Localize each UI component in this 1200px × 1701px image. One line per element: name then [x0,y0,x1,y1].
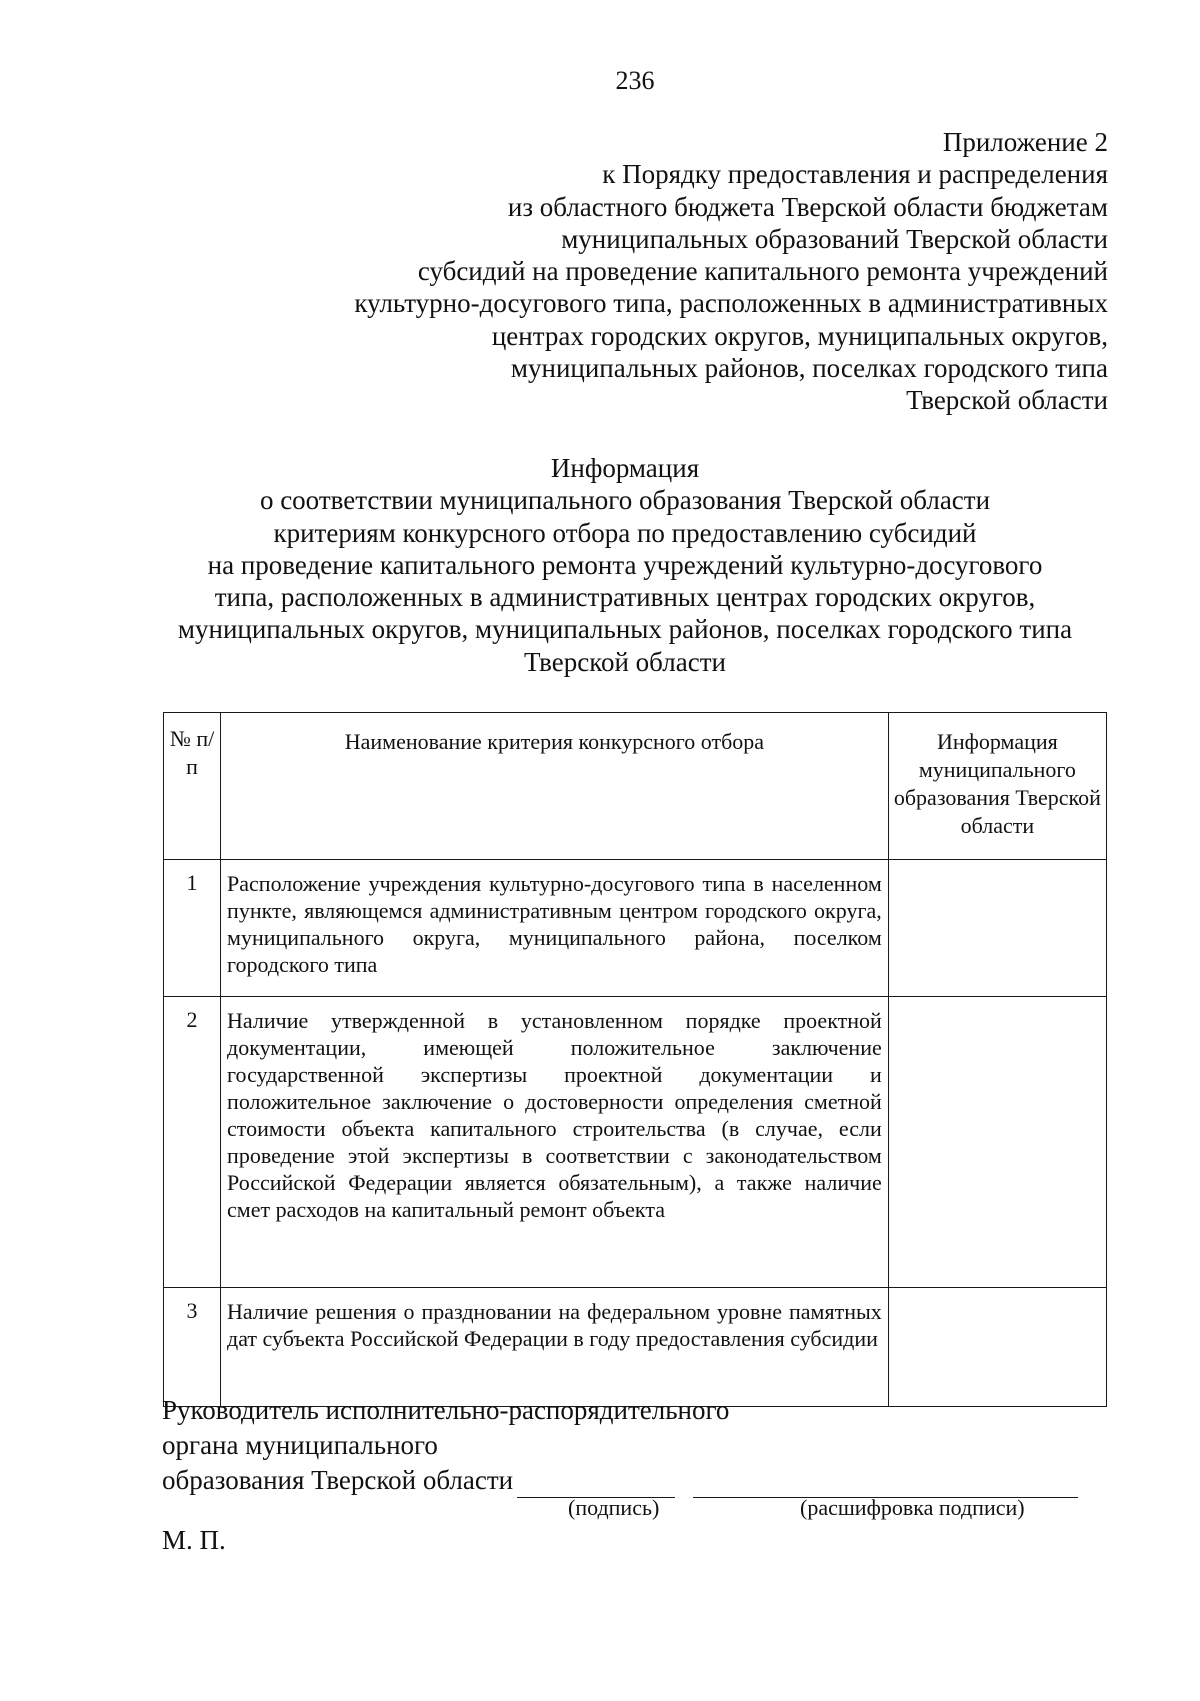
title-line: муниципальных округов, муниципальных районов, поселках городского типа [177,614,1073,645]
title-line: типа, расположенных в административных центрах городских округов, [214,582,1036,613]
appendix-line: культурно-досугового типа, расположенных в административных [354,288,1108,319]
appendix-line: центрах городских округов, муниципальных округов, [491,320,1108,351]
signature-decode-caption: (расшифровка подписи) [800,1495,1025,1520]
appendix-line: Тверской области [906,385,1108,416]
table-row [164,860,1107,997]
title-line: критериям конкурсного отбора по предоставлению субсидий [273,517,977,548]
title-line: Информация [550,453,700,483]
criteria-table [163,712,1107,1407]
row-number: 1 [164,860,221,997]
row-number: 2 [164,997,221,1288]
header-criterion: Наименование критерия конкурсного отбора [221,713,889,860]
row-info-cell [888,997,1106,1288]
row-criterion: Наличие утвержденной в установленном порядке проектной документации, имеющей положительное заключение государственной экспертизы проектной документации и положительное заключение о достоверности определения сметной стоимости объекта капитального строительства (в случае, если проведение этой экспертизы в соответствии с законодательством Российской Федерации является обязательным), а также наличие смет расходов на капитальный ремонт объекта [221,997,889,1288]
stamp-place-label: М. П. [162,1525,226,1555]
row-criterion: Наличие решения о праздновании на федеральном уровне памятных дат субъекта Российской Федерации в году предоставления субсидии [221,1288,889,1407]
table-row [164,1288,1107,1407]
appendix-line: из областного бюджета Тверской области бюджетам [507,191,1108,222]
page-number: 236 [615,66,655,95]
appendix-header [208,126,1108,417]
row-info-cell [888,1288,1106,1407]
header-number: № п/п [164,713,221,860]
signature-org-label: образования Тверской области [162,1465,514,1495]
signature-line-2: органа муниципального [162,1430,438,1460]
appendix-line: к Порядку предоставления и распределения [602,159,1108,190]
row-number: 3 [164,1288,221,1407]
signature-line-3 [162,1463,1122,1498]
row-criterion: Расположение учреждения культурно-досугового типа в населенном пункте, являющемся административным центром городского округа, муниципального округа, муниципального района, поселком городского типа [221,860,889,997]
signature-block [162,1393,1122,1498]
signature-decode-blank [693,1469,1078,1498]
signature-caption: (подпись) [568,1495,660,1520]
document-title [150,452,1100,678]
title-line: о соответствии муниципального образования Тверской области [259,485,991,516]
appendix-line: Приложение 2 [942,127,1108,157]
title-line: на проведение капитального ремонта учреждений культурно-досугового [207,549,1043,580]
title-line: Тверской области [524,646,726,677]
appendix-line: муниципальных образований Тверской области [561,223,1108,254]
header-municipal-info: Информация муниципального образования Тверской области [888,713,1106,860]
signature-line-1: Руководитель исполнительно-распорядительного [162,1395,730,1425]
table-header-row [164,713,1107,860]
signature-blank [517,1469,675,1498]
appendix-line: субсидий на проведение капитального ремонта учреждений [417,256,1108,287]
table-row [164,997,1107,1288]
row-info-cell [888,860,1106,997]
appendix-line: муниципальных районов, поселках городского типа [510,353,1108,384]
